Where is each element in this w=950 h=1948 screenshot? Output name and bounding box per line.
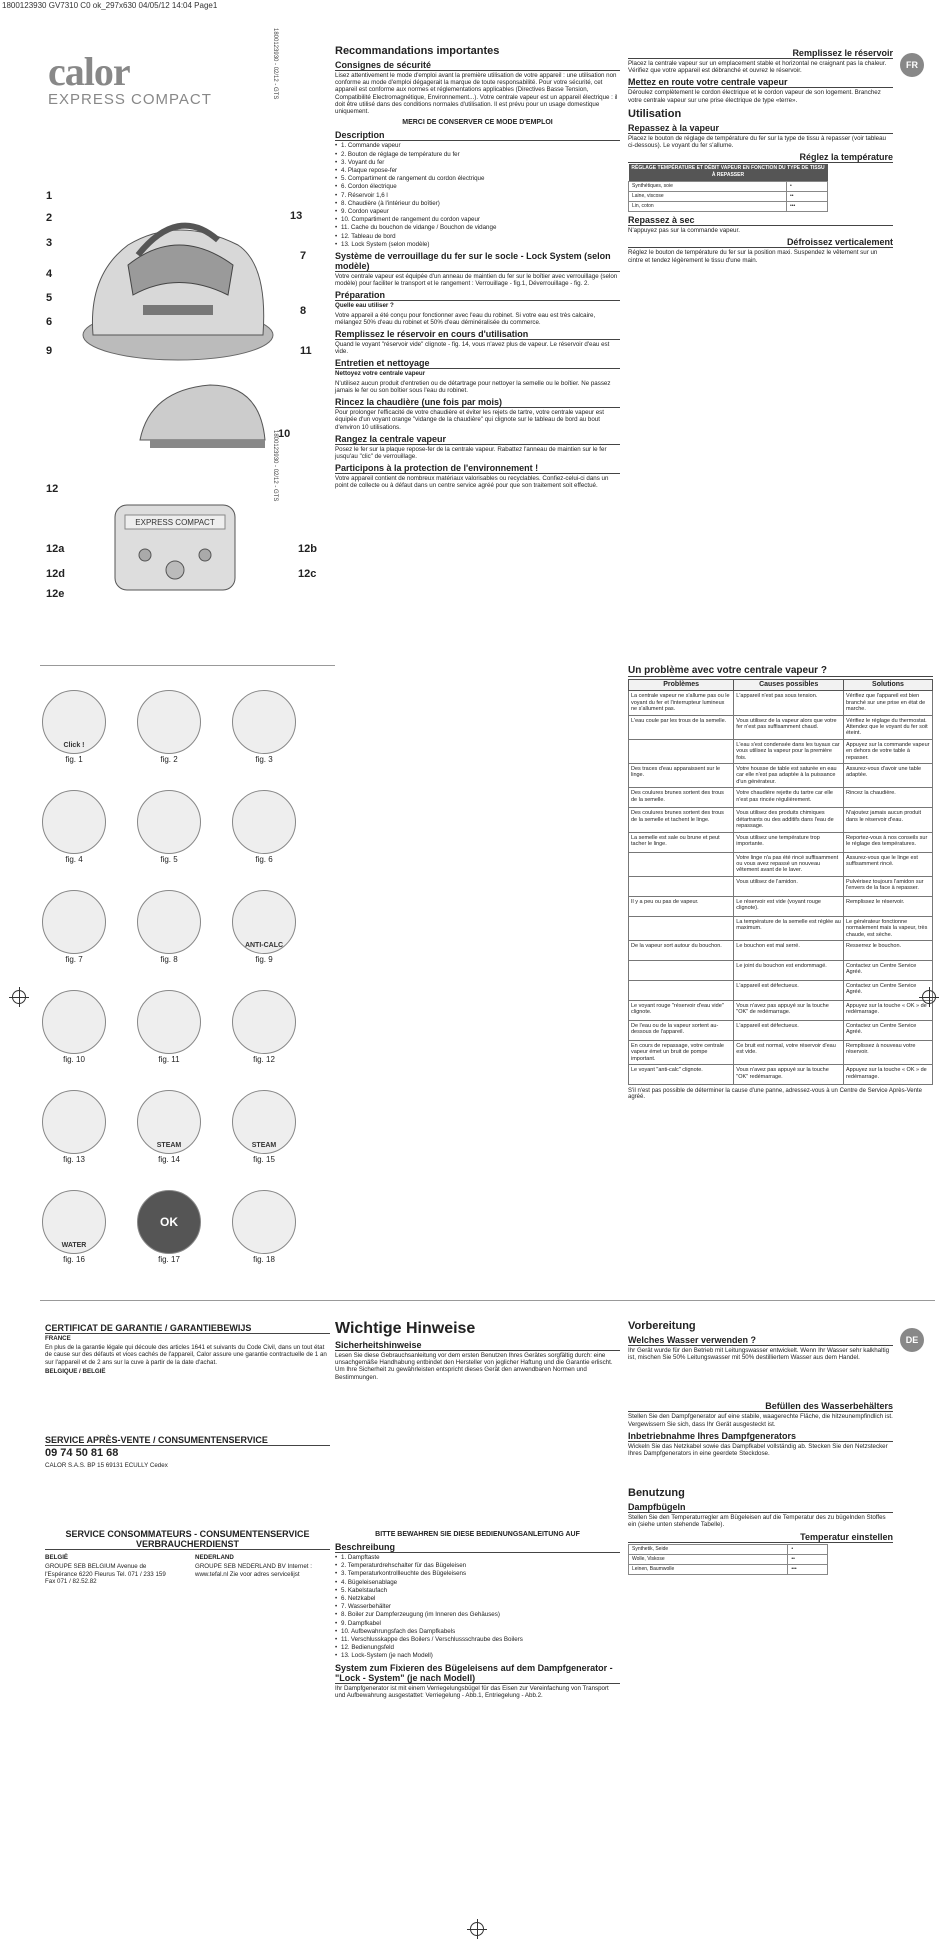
table-row: [629, 960, 933, 980]
warranty-belgique: BELGIQUE / BELGIË: [45, 1367, 106, 1375]
fr-description-list: [335, 142, 620, 248]
ref-code-2: 1800123930 - 02/12 - GTS: [272, 430, 278, 502]
sav-title: SERVICE APRÈS-VENTE / CONSUMENTENSERVICE: [45, 1435, 330, 1446]
fig-13: [40, 1090, 108, 1164]
troubleshooting-body: [629, 691, 933, 1085]
warranty-france: FRANCE: [45, 1335, 71, 1342]
fig-6: [230, 790, 298, 864]
de-fill-text: Stellen Sie den Dampfgenerator auf eine stabile, waagerechte Fläche, die hitzeunempfindlich ist. Vergewissern Sie sich, dass Ihr Gerät ausgesteckt ist.: [628, 1413, 893, 1428]
callout-12b: 12b: [298, 543, 317, 555]
callout-12e: 12e: [46, 588, 65, 600]
control-panel-illustration: [110, 500, 240, 595]
fig-tag: Click !: [63, 742, 85, 749]
print-header: 1800123930 GV7310 C0 ok_297x630 04/05/12 14:04 Page1: [2, 1, 218, 10]
list-item: • 13. Lock-System (je nach Modell): [335, 1652, 620, 1659]
fig-3: [230, 690, 298, 764]
table-cell: Contactez un Centre Service Agréé.: [844, 960, 933, 980]
table-cell: Pulvérisez toujours l'amidon sur l'envers de la face à repasser.: [844, 876, 933, 896]
product-name: EXPRESS COMPACT: [48, 91, 212, 108]
table-cell: Vous utilisez de la vapeur alors que votre fer n'est pas suffisamment chaud.: [734, 715, 844, 739]
sav-address: CALOR S.A.S. BP 15 69131 ECULLY Cedex: [45, 1462, 168, 1470]
table-cell: La semelle est sale ou brune et peut tacher le linge.: [629, 832, 734, 852]
fr-safety-text: Lisez attentivement le mode d'emploi avant la première utilisation de votre appareil : une utilisation non conforme au mode d'emploi dégagerait la marque de toute responsabilité. Pour votre sécurité, cet appareil est conforme aux normes et réglementations applicables (Directives Basse Tension, Compatibilité Electromagnétique, Environnement...). Votre centrale vapeur est un appareil électrique : il doit être utilisé dans des conditions normales d'utilisation. Il est prévu pour un usage domestique uniquement.: [335, 72, 618, 116]
iron-illustration: [130, 370, 270, 460]
table-cell: Appuyez sur la touche « OK » de redémarrage.: [844, 1000, 933, 1020]
table-cell: Le joint du bouchon est endommagé.: [734, 960, 844, 980]
fig-tag: WATER: [61, 1242, 87, 1249]
fr-store-heading: Rangez la centrale vapeur: [335, 434, 620, 445]
table-cell: [629, 960, 734, 980]
list-item: • 8. Boiler zur Dampferzeugung (im Inneren des Gehäuses): [335, 1611, 620, 1618]
table-row: [629, 916, 933, 940]
de-iron-text: Stellen Sie den Temperaturregler am Bügeleisen auf die Temperatur des zu bügelnden Stoffes ein (siehe unten stehende Tabelle).: [628, 1514, 886, 1529]
temp-cell: Synthetik, Seide: [629, 1544, 788, 1554]
table-cell: Ce bruit est normal, votre réservoir d'eau est vide.: [734, 1040, 844, 1064]
fr-lock-text: Votre centrale vapeur est équipée d'un anneau de maintien du fer sur le boîtier avec verrouillage (selon modèle) pour faciliter le transport et le rangement : Verrouillage - fig.1, Déverrouillage - fig. 2.: [335, 273, 618, 288]
list-item: • 1. Commande vapeur: [335, 142, 620, 149]
list-item: • 12. Bedienungsfeld: [335, 1644, 620, 1651]
fr-maint-text: N'utilisez aucun produit d'entretien ou de détartrage pour nettoyer la semelle ou le boîtier. Ne passez jamais le fer ou son boîtier sous l'eau du robinet.: [335, 379, 611, 394]
fr-rinse-heading: Rincez la chaudière (une fois par mois): [335, 397, 620, 408]
temp-cell: •••: [787, 202, 828, 212]
table-cell: L'eau s'est condensée dans les tuyaux car vous utilisez la vapeur pour la première fois.: [734, 739, 844, 763]
fig-label: fig. 13: [63, 1155, 85, 1164]
fig-10: [40, 990, 108, 1064]
fig-15: [230, 1090, 298, 1164]
fr-use-heading: Utilisation: [628, 107, 682, 120]
section-divider: [40, 1300, 935, 1301]
callout-7: 7: [300, 250, 307, 262]
temp-cell: Lin, coton: [629, 202, 787, 212]
de-keep-manual: BITTE BEWAHREN SIE DIESE BEDIENUNGSANLEITUNG AUF: [375, 1530, 580, 1538]
fig-label: fig. 10: [63, 1055, 85, 1064]
de-prep-heading: Vorbereitung: [628, 1320, 696, 1332]
table-header: Problèmes: [629, 680, 734, 691]
table-cell: De la vapeur sort autour du bouchon.: [629, 940, 734, 960]
ref-code: 1800123930 - 02/12 - GTS: [272, 28, 278, 100]
list-item: • 6. Netzkabel: [335, 1595, 620, 1602]
table-cell: Des coulures brunes sortent des trous de la semelle.: [629, 788, 734, 808]
list-item: • 6. Cordon électrique: [335, 183, 620, 190]
temp-cell: ••: [788, 1554, 828, 1564]
fig-label: fig. 6: [255, 855, 273, 864]
fr-lock-heading: Système de verrouillage du fer sur le socle - Lock System (selon modèle): [335, 251, 620, 272]
table-row: [629, 1020, 933, 1040]
list-item: • 3. Voyant du fer: [335, 159, 620, 166]
fr-dry-heading: Repassez à sec: [628, 215, 893, 226]
fig-16: [40, 1190, 108, 1264]
fr-refill-text: Quand le voyant "réservoir vide" clignote - fig. 14, vous n'avez plus de vapeur. Le réservoir d'eau est vide.: [335, 341, 610, 356]
table-cell: Le voyant "anti-calc" clignote.: [629, 1065, 734, 1085]
lang-badge-fr: FR: [900, 53, 924, 77]
fr-refill-heading: Remplissez le réservoir en cours d'utilisation: [335, 329, 620, 340]
fig-12: [230, 990, 298, 1064]
sav-phone: 09 74 50 81 68: [45, 1447, 119, 1460]
de-start-heading: Inbetriebnahme Ihres Dampfgenerators: [628, 1431, 893, 1442]
de-lock-text: Ihr Dampfgenerator ist mit einem Verriegelungsbügel für das Eisen zur Vereinfachung von Transport und Aufbewahrung ausgestattet: Verriegelung - Abb.1, Entriegelung - Abb.2.: [335, 1684, 609, 1699]
fr-iron-text: Placez le bouton de réglage de température du fer sur la type de tissu à repasser (voir tableau ci-dessous). Le voyant du fer s'allume.: [628, 134, 886, 150]
table-row: [629, 808, 933, 832]
list-item: • 11. Cache du bouchon de vidange / Bouchon de vidange: [335, 224, 620, 231]
table-cell: Vous n'avez pas appuyé sur la touche "OK" redémarrage.: [734, 1065, 844, 1085]
list-item: • 5. Compartiment de rangement du cordon électrique: [335, 175, 620, 182]
table-cell: Remplissez le réservoir.: [844, 896, 933, 916]
warranty-text: En plus de la garantie légale qui découle des articles 1641 et suivants du Code Civil, dans un tout état de cause sur des défauts et vices cachés de l'appareil, Calor assure une garantie contractuelle de 1 an sur l'appareil et de 2 ans sur la cuve à partir de la date d'achat.: [45, 1344, 327, 1366]
fr-iron-heading: Repassez à la vapeur: [628, 123, 893, 134]
de-prep-text: Ihr Gerät wurde für den Betrieb mit Leitungswasser entwickelt. Wenn Ihr Wasser sehr kalkhaltig ist, mischen Sie 50% Leitungswasser mit 50% destilliertem Wasser aus dem Handel.: [628, 1347, 890, 1362]
table-cell: Votre linge n'a pas été rincé suffisamment ou vous avez repassé un nouveau vêtement avant de le laver.: [734, 852, 844, 876]
de-prep-sub: Welches Wasser verwenden ?: [628, 1335, 893, 1346]
fig-8: [135, 890, 203, 964]
troubleshooting-footer: S'il n'est pas possible de déterminer la cause d'une panne, adressez-vous à un Centre de Service Après-Vente agréé.: [628, 1088, 922, 1101]
troubleshooting-section: [628, 665, 933, 1100]
temp-cell: Wolle, Viskose: [629, 1554, 788, 1564]
callout-12: 12: [46, 483, 59, 495]
de-description-list: [335, 1554, 620, 1660]
table-cell: Votre housse de table est saturée en eau car elle n'est pas adaptée à la puissance d'un générateur.: [734, 764, 844, 788]
callout-1: 1: [46, 190, 53, 202]
de-column-2: [628, 1320, 893, 1575]
table-cell: [629, 916, 734, 940]
table-row: [629, 832, 933, 852]
fig-label: fig. 5: [160, 855, 178, 864]
callout-12d: 12d: [46, 568, 65, 580]
list-item: • 12. Tableau de bord: [335, 233, 620, 240]
callout-9: 9: [46, 345, 53, 357]
de-lock-heading: System zum Fixieren des Bügeleisens auf dem Dampfgenerator - "Lock - System" (je nach Modell): [335, 1663, 620, 1684]
temp-cell: •: [788, 1544, 828, 1554]
fig-label: fig. 9: [255, 955, 273, 964]
callout-3: 3: [46, 237, 53, 249]
table-cell: Des coulures brunes sortent des trous de la semelle et tachent le linge.: [629, 808, 734, 832]
fr-rinse-text: Pour prolonger l'efficacité de votre chaudière et éviter les rejets de tartre, votre centrale vapeur est équipée d'un voyant orange "vidange de la chaudière" qui clignote sur le tableau de bord au bout d'environ 10 utilisations.: [335, 409, 604, 431]
table-cell: Resserrez le bouchon.: [844, 940, 933, 960]
fig-tag: ANTI-CALC: [244, 942, 284, 949]
list-item: • 11. Verschlusskappe des Boilers / Verschlussschraube des Boilers: [335, 1636, 620, 1643]
callout-10: 10: [278, 428, 291, 440]
table-cell: L'eau coule par les trous de la semelle.: [629, 715, 734, 739]
fig-label: fig. 1: [65, 755, 83, 764]
callout-5: 5: [46, 292, 53, 304]
temp-cell: •••: [788, 1565, 828, 1575]
fr-env-text: Votre appareil contient de nombreux matériaux valorisables ou recyclables. Confiez-celui-ci dans un point de collecte ou à défaut dans un centre service agréé pour que son traitement soit effectué.: [335, 475, 609, 490]
table-row: [629, 691, 933, 715]
fig-label: fig. 15: [253, 1155, 275, 1164]
fig-label: fig. 4: [65, 855, 83, 864]
table-cell: Vérifiez que l'appareil est bien branché sur une prise en état de marche.: [844, 691, 933, 715]
table-cell: [629, 852, 734, 876]
table-cell: La température de la semelle est réglée au maximum.: [734, 916, 844, 940]
table-cell: [629, 876, 734, 896]
fig-label: fig. 8: [160, 955, 178, 964]
table-cell: Assurez-vous que le linge est suffisamment rincé.: [844, 852, 933, 876]
list-item: • 5. Kabelstaufach: [335, 1587, 620, 1594]
fr-maint-heading: Entretien et nettoyage: [335, 358, 620, 369]
fr-column-2: [628, 45, 893, 266]
table-cell: Le réservoir est vide (voyant rouge clignote).: [734, 896, 844, 916]
table-cell: Remplissez à nouveau votre réservoir.: [844, 1040, 933, 1064]
table-cell: N'ajoutez jamais aucun produit dans le réservoir d'eau.: [844, 808, 933, 832]
fr-title: Recommandations importantes: [335, 45, 500, 57]
table-cell: Vous utilisez des produits chimiques détartrants ou des additifs dans l'eau de repassage.: [734, 808, 844, 832]
fig-label: fig. 18: [253, 1255, 275, 1264]
table-cell: L'appareil est défectueux.: [734, 980, 844, 1000]
fig-14: [135, 1090, 203, 1164]
warranty-section: [45, 1320, 330, 1587]
list-item: • 4. Plaque repose-fer: [335, 167, 620, 174]
lang-badge-de: DE: [900, 1328, 924, 1352]
table-row: [629, 1065, 933, 1085]
fr-fill-heading: Remplissez le réservoir: [628, 48, 893, 59]
fr-store-text: Posez le fer sur la plaque repose-fer de la centrale vapeur. Rabattez l'anneau de maintien sur le fer jusqu'au "clic" de verrouillage.: [335, 445, 607, 460]
fig-label: fig. 16: [63, 1255, 85, 1264]
table-cell: Le générateur fonctionne normalement mais la vapeur, très chaude, est sèche.: [844, 916, 933, 940]
callout-11: 11: [300, 345, 312, 357]
registration-mark: [922, 990, 936, 1004]
table-row: [629, 940, 933, 960]
de-column-1: [335, 1320, 620, 1701]
table-cell: De l'eau ou de la vapeur sortent au-dessous de l'appareil.: [629, 1020, 734, 1040]
fig-11: [135, 990, 203, 1064]
de-temp-table: [628, 1544, 828, 1576]
registration-mark: [470, 1922, 484, 1936]
fr-maint-sub: Nettoyez votre centrale vapeur: [335, 370, 426, 378]
fig-label: fig. 17: [158, 1255, 180, 1264]
brand: [48, 48, 212, 108]
fig-5: [135, 790, 203, 864]
de-safety-heading: Sicherheitshinweise: [335, 1340, 620, 1351]
table-row: [629, 980, 933, 1000]
fig-17: [135, 1190, 203, 1264]
callout-4: 4: [46, 268, 53, 280]
temp-cell: Synthétiques, soie: [629, 181, 787, 191]
consumer-service-title: SERVICE CONSOMMATEURS - CONSUMENTENSERVICE VERBRAUCHERDIENST: [45, 1529, 330, 1550]
fig-label: fig. 12: [253, 1055, 275, 1064]
callout-2: 2: [46, 212, 53, 224]
fig-18: [230, 1190, 298, 1264]
belgie-address: GROUPE SEB BELGIUM Avenue de l'Espérance 6220 Fleurus Tel. 071 / 233 159 Fax 071 / 82.52.82: [45, 1563, 166, 1585]
table-cell: Le voyant rouge "réservoir d'eau vide" clignote.: [629, 1000, 734, 1020]
callout-12a: 12a: [46, 543, 65, 555]
table-cell: Assurez-vous d'avoir une table adaptée.: [844, 764, 933, 788]
table-cell: Vous utilisez de l'amidon.: [734, 876, 844, 896]
list-item: • 7. Wasserbehälter: [335, 1603, 620, 1610]
fig-tag: STEAM: [251, 1142, 277, 1149]
list-item: • 4. Bügeleisenablage: [335, 1579, 620, 1586]
table-cell: Contactez un Centre Service Agréé.: [844, 1020, 933, 1040]
list-item: • 9. Dampfkabel: [335, 1620, 620, 1627]
fr-steam-heading: Mettez en route votre centrale vapeur: [628, 77, 893, 88]
fig-1: [40, 690, 108, 764]
table-row: [629, 715, 933, 739]
table-cell: L'appareil est défectueux.: [734, 1020, 844, 1040]
table-row: [629, 852, 933, 876]
table-cell: Le bouchon est mal serré.: [734, 940, 844, 960]
belgie-label: BELGIË: [45, 1554, 69, 1562]
table-row: [629, 896, 933, 916]
table-cell: Des traces d'eau apparaissent sur le linge.: [629, 764, 734, 788]
list-item: • 13. Lock System (selon modèle): [335, 241, 620, 248]
callout-6: 6: [46, 316, 53, 328]
steam-station-illustration: [68, 185, 278, 365]
list-item: • 2. Temperaturdrehschalter für das Bügeleisen: [335, 1562, 620, 1569]
fr-fill-text: Placez la centrale vapeur sur un emplacement stable et horizontal ne craignant pas la chaleur. Vérifiez que votre appareil est débranché et ouvrez le réservoir.: [628, 60, 887, 75]
table-cell: Appuyez sur la commande vapeur en dehors de votre table à repasser.: [844, 739, 933, 763]
list-item: • 7. Réservoir 1,6 l: [335, 192, 620, 199]
de-start-text: Wickeln Sie das Netzkabel sowie das Dampfkabel vollständig ab. Stecken Sie den Netzstecker Ihres Dampfgenerators in eine geerdete Steckdose.: [628, 1442, 888, 1458]
table-cell: Vous n'avez pas appuyé sur la touche "OK" de redémarrage.: [734, 1000, 844, 1020]
list-item: • 9. Cordon vapeur: [335, 208, 620, 215]
fig-2: [135, 690, 203, 764]
table-row: [629, 1000, 933, 1020]
table-row: [629, 739, 933, 763]
de-fill-heading: Befüllen des Wasserbehälters: [628, 1401, 893, 1412]
fr-column-1: [335, 45, 620, 492]
temp-cell: Laine, viscose: [629, 191, 787, 201]
table-cell: Contactez un Centre Service Agréé.: [844, 980, 933, 1000]
fig-9: [230, 890, 298, 964]
fig-label: fig. 14: [158, 1155, 180, 1164]
de-use-heading: Benutzung: [628, 1487, 685, 1500]
fr-steam-text: Déroulez complètement le cordon électrique et le cordon vapeur de son logement. Branchez votre centrale vapeur sur une prise électrique de type «terre».: [628, 89, 881, 104]
table-cell: La centrale vapeur ne s'allume pas ou le voyant du fer et l'interrupteur lumineux ne s'allument pas.: [629, 691, 734, 715]
fig-label: fig. 7: [65, 955, 83, 964]
de-iron-heading: Dampfbügeln: [628, 1502, 893, 1513]
fr-env-heading: Participons à la protection de l'environnement !: [335, 463, 620, 474]
list-item: • 8. Chaudière (à l'intérieur du boîtier): [335, 200, 620, 207]
fig-tag: STEAM: [156, 1142, 182, 1149]
callout-8: 8: [300, 305, 307, 317]
table-cell: Rincez la chaudière.: [844, 788, 933, 808]
de-safety-text: Lesen Sie diese Gebrauchsanleitung vor dem ersten Benutzen Ihres Gerätes sorgfältig durch: eine unsachgemäße Handhabung entbindet den Hersteller von jeglicher Haftung und die Garantie erlischt. Um Ihre Sicherheit zu gewährleisten entspricht dieses Gerät den anwendbaren Normen und Bestimmungen.: [335, 1352, 613, 1381]
table-row: [629, 764, 933, 788]
fr-safety-heading: Consignes de sécurité: [335, 60, 620, 71]
table-cell: En cours de repassage, votre centrale vapeur émet un bruit de pompe important.: [629, 1040, 734, 1064]
fr-vertical-text: Réglez le bouton de température du fer sur la position maxi. Suspendez le vêtement sur un cintre et tendez légèrement le tissu d'une main.: [628, 249, 878, 264]
table-row: [629, 1040, 933, 1064]
fig-label: fig. 3: [255, 755, 273, 764]
temp-cell: ••: [787, 191, 828, 201]
de-title: Wichtige Hinweise: [335, 1320, 476, 1337]
temp-table-header: RÉGLAGE TEMPÉRATURE ET DÉBIT VAPEUR EN FONCTION DU TYPE DE TISSU À REPASSER: [629, 164, 828, 181]
fr-temp-table: [628, 164, 828, 212]
temp-cell: Leinen, Baumwolle: [629, 1565, 788, 1575]
table-cell: Vous utilisez une température trop importante.: [734, 832, 844, 852]
list-item: • 1. Dampftaste: [335, 1554, 620, 1561]
table-cell: Appuyez sur la touche « OK » de redémarrage.: [844, 1065, 933, 1085]
table-cell: [629, 739, 734, 763]
troubleshooting-title: Un problème avec votre centrale vapeur ?: [628, 665, 933, 677]
fig-7: [40, 890, 108, 964]
callout-12c: 12c: [298, 568, 317, 580]
de-temp-heading: Temperatur einstellen: [628, 1532, 893, 1543]
table-cell: L'appareil n'est pas sous tension.: [734, 691, 844, 715]
fr-description-heading: Description: [335, 130, 620, 141]
table-cell: [629, 980, 734, 1000]
de-desc-heading: Beschreibung: [335, 1542, 620, 1553]
divider: [40, 665, 335, 666]
table-header: Causes possibles: [734, 680, 844, 691]
list-item: • 2. Bouton de réglage de température du fer: [335, 151, 620, 158]
table-cell: Reportez-vous à nos conseils sur le réglage des températures.: [844, 832, 933, 852]
nederland-label: NEDERLAND: [195, 1554, 234, 1562]
list-item: • 10. Aufbewahrungsfach des Dampfkabels: [335, 1628, 620, 1635]
troubleshooting-table: [628, 679, 933, 1085]
fr-prep-sub: Quelle eau utiliser ?: [335, 302, 394, 310]
fr-prep-text: Votre appareil a été conçu pour fonctionner avec l'eau du robinet. Si votre eau est très calcaire, mélangez 50% d'eau du robinet et 50% d'eau déminéralisée du commerce.: [335, 311, 596, 326]
fig-tag: OK: [160, 1215, 178, 1229]
fig-label: fig. 11: [158, 1055, 180, 1064]
list-item: • 10. Compartiment de rangement du cordon vapeur: [335, 216, 620, 223]
table-header: Solutions: [844, 680, 933, 691]
table-cell: Il y a peu ou pas de vapeur.: [629, 896, 734, 916]
fig-label: fig. 2: [160, 755, 178, 764]
table-cell: Vérifiez le réglage du thermostat. Attendez que le voyant du fer soit éteint.: [844, 715, 933, 739]
warranty-title: CERTIFICAT DE GARANTIE / GARANTIEBEWIJS: [45, 1323, 330, 1334]
fr-dry-text: N'appuyez pas sur la commande vapeur.: [628, 227, 740, 235]
registration-mark: [12, 990, 26, 1004]
fig-4: [40, 790, 108, 864]
fr-temp-heading: Réglez la température: [628, 152, 893, 163]
fr-vertical-heading: Défroissez verticalement: [628, 237, 893, 248]
callout-13: 13: [290, 210, 303, 222]
brand-logo: calor: [48, 49, 130, 94]
svg-text:EXPRESS COMPACT: EXPRESS COMPACT: [135, 518, 215, 527]
fr-keep-manual: MERCI DE CONSERVER CE MODE D'EMPLOI: [402, 119, 553, 127]
table-row: [629, 876, 933, 896]
table-row: [629, 788, 933, 808]
nederland-address: GROUPE SEB NEDERLAND BV Internet : www.tefal.nl Zie voor adres servicelijst: [195, 1563, 312, 1578]
list-item: • 3. Temperaturkontrollleuchte des Bügeleisens: [335, 1570, 620, 1577]
fr-prep-heading: Préparation: [335, 290, 620, 301]
temp-cell: •: [787, 181, 828, 191]
table-cell: Votre chaudière rejette du tartre car elle n'est pas rincée régulièrement.: [734, 788, 844, 808]
